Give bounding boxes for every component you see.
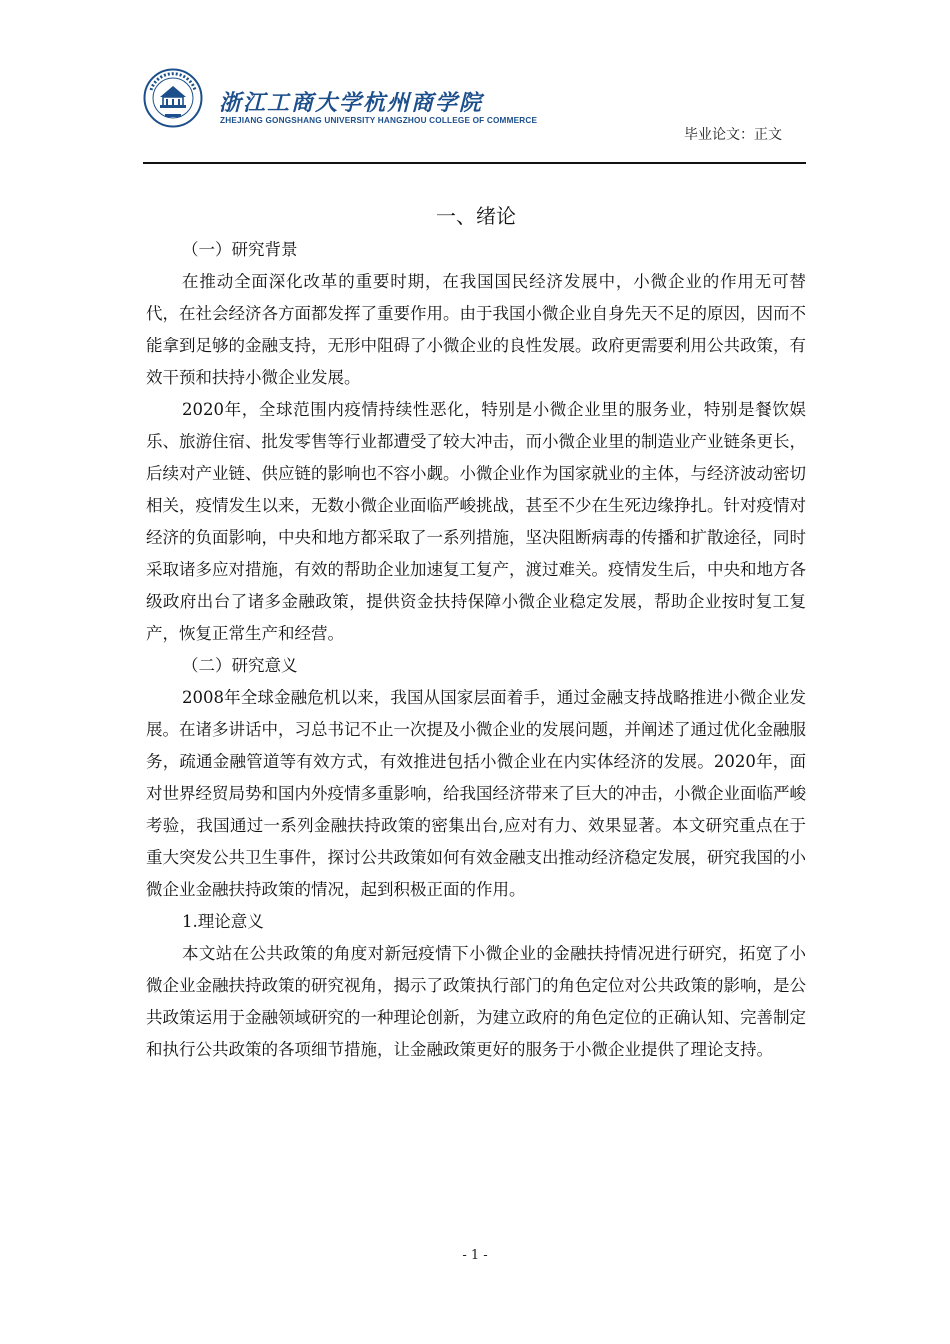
header-label: 毕业论文：正文 xyxy=(684,127,782,143)
section-title-background: （一）研究背景 xyxy=(182,240,298,259)
paragraph: 本文站在公共政策的角度对新冠疫情下小微企业的金融扶持情况进行研究，拓宽了小微企业金融扶持政策的研究视角，揭示了政策执行部门的角色定位对公共政策的影响，是公共政策运用于金融领域研究的一种理论创新，为建立政府的角色定位的正确认知、完善制定和执行公共政策的各项细节措施，让金融政策更好的服务于小微企业提供了理论支持。 xyxy=(146,944,806,1059)
paragraph: 2020年，全球范围内疫情持续性恶化，特别是小微企业里的服务业，特别是餐饮娱乐、旅游住宿、批发零售等行业都遭受了较大冲击，而小微企业里的制造业产业链条更长，后续对产业链、供应链的影响也不容小觑。小微企业作为国家就业的主体，与经济波动密切相关，疫情发生以来，无数小微企业面临严峻挑战，甚至不少在生死边缘挣扎。针对疫情对经济的负面影响，中央和地方都采取了一系列措施，坚决阻断病毒的传播和扩散途径，同时采取诸多应对措施，有效的帮助企业加速复工复产，渡过难关。疫情发生后，中央和地方各级政府出台了诸多金融政策，提供资金扶持保障小微企业稳定发展，帮助企业按时复工复产，恢复正常生产和经营。 xyxy=(146,400,806,643)
chapter-title: 一、绪论 xyxy=(436,204,516,228)
paragraph: 2008年全球金融危机以来，我国从国家层面着手，通过金融支持战略推进小微企业发展。在诸多讲话中，习总书记不止一次提及小微企业的发展问题，并阐述了通过优化金融服务，疏通金融管道等有效方式，有效推进包括小微企业在内实体经济的发展。2020年，面对世界经贸局势和国内外疫情多重影响，给我国经济带来了巨大的冲击，小微企业面临严峻考验，我国通过一系列金融扶持政策的密集出台,应对有力、效果显著。本文研究重点在于重大突发公共卫生事件，探讨公共政策如何有效金融支出推动经济稳定发展，研究我国的小微企业金融扶持政策的情况，起到积极正面的作用。 xyxy=(146,688,806,899)
page-number: - 1 - xyxy=(462,1248,488,1263)
document-body xyxy=(146,200,806,1066)
section-title-significance: （二）研究意义 xyxy=(182,656,298,675)
header-divider xyxy=(143,162,806,164)
subsection-title-theory: 1.理论意义 xyxy=(182,912,264,931)
page-header xyxy=(143,62,806,164)
university-logo-chinese: 浙江工商大学杭州商学院 xyxy=(219,91,484,116)
paragraph: 在推动全面深化改革的重要时期，在我国国民经济发展中，小微企业的作用无可替代，在社会经济各方面都发挥了重要作用。由于我国小微企业自身先天不足的原因，因而不能拿到足够的金融支持，无形中阻碍了小微企业的良性发展。政府更需要利用公共政策，有效干预和扶持小微企业发展。 xyxy=(146,272,806,387)
university-logo-english: ZHEJIANG GONGSHANG UNIVERSITY HANGZHOU COLLEGE OF COMMERCE xyxy=(220,116,538,125)
university-seal-icon xyxy=(143,68,203,128)
